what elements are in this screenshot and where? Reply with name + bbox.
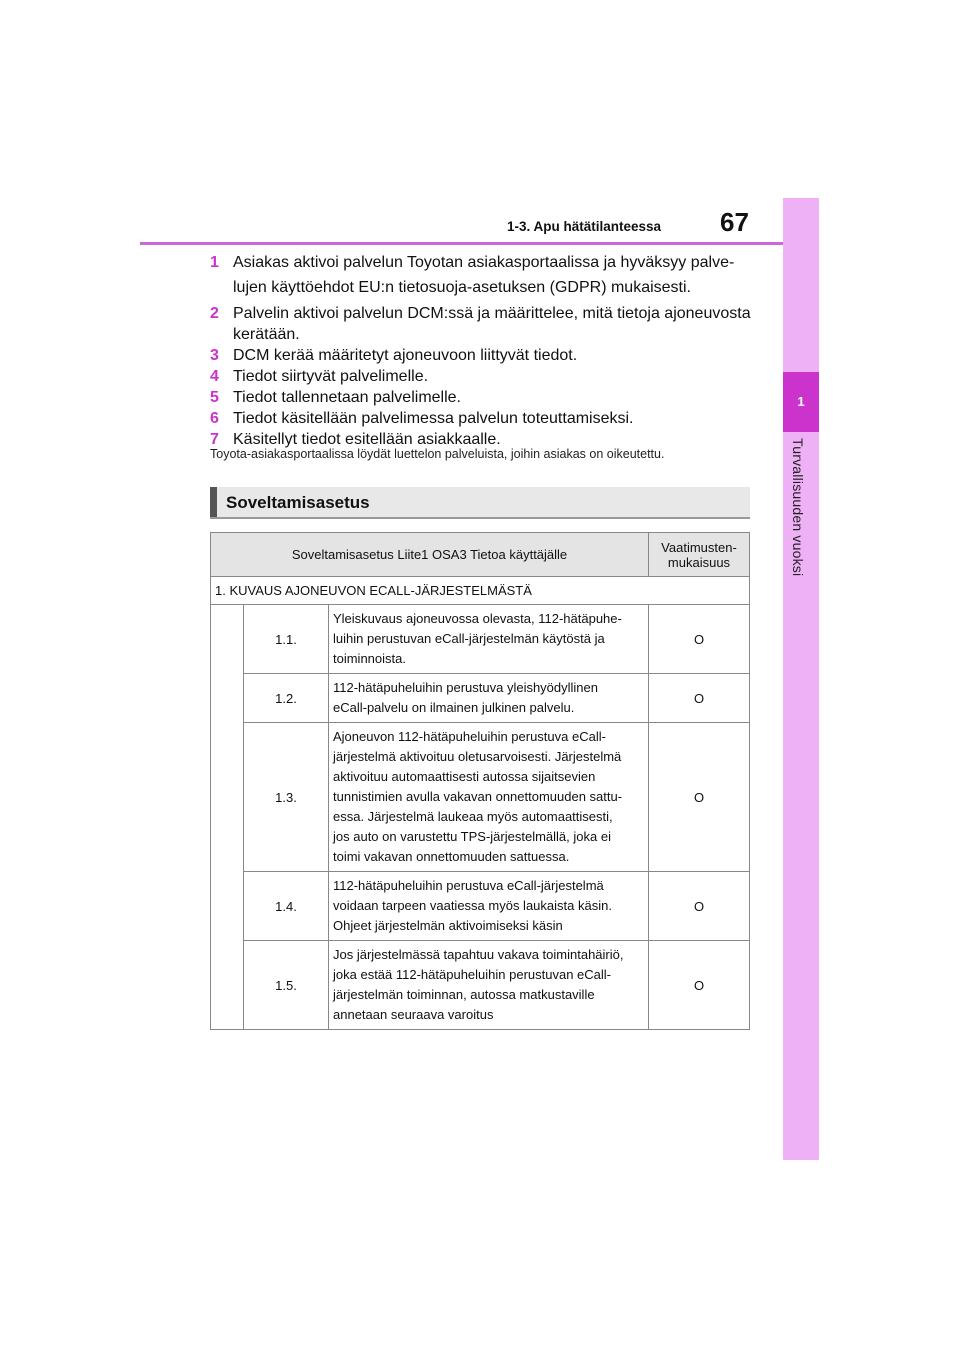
- step-1: [210, 252, 755, 298]
- step-2: [210, 303, 755, 345]
- step-text-line: lujen käyttöehdot EU:n tietosuoja-asetuksen (GDPR) mukaisesti.: [233, 279, 691, 296]
- step-number: 3: [210, 347, 219, 364]
- row-number: 1.1.: [244, 605, 329, 674]
- row-description-line: Ohjeet järjestelmän aktivoimiseksi käsin: [333, 918, 563, 933]
- table-row: [211, 674, 750, 723]
- step-text-line: DCM kerää määritetyt ajoneuvoon liittyvät tiedot.: [233, 347, 578, 364]
- row-description-line: voidaan tarpeen vaatiessa myös laukaista käsin.: [333, 898, 612, 913]
- row-compliance: O: [649, 872, 750, 941]
- chapter-side-tab: [783, 198, 819, 1160]
- table-header-compliance: [649, 533, 750, 577]
- step-5: [210, 387, 755, 408]
- row-number: 1.4.: [244, 872, 329, 941]
- row-description-line: annetaan seuraava varoitus: [333, 1007, 494, 1022]
- row-description-line: toiminnoista.: [333, 651, 406, 666]
- row-compliance: O: [649, 605, 750, 674]
- step-text-line: Asiakas aktivoi palvelun Toyotan asiakasportaalissa ja hyväksyy palve-: [233, 254, 735, 271]
- section-heading-text: Soveltamisasetus: [226, 493, 370, 512]
- row-number: 1.3.: [244, 723, 329, 872]
- table-section-title: 1. KUVAUS AJONEUVON ECALL-JÄRJESTELMÄSTÄ: [211, 577, 750, 605]
- procedure-steps: [210, 252, 755, 450]
- row-description: [329, 723, 649, 872]
- step-number: 2: [210, 305, 219, 322]
- row-description-line: 112-hätäpuheluihin perustuva yleishyödyllinen: [333, 680, 598, 695]
- row-description-line: eCall-palvelu on ilmainen julkinen palvelu.: [333, 700, 575, 715]
- step-text-line: Tiedot siirtyvät palvelimelle.: [233, 368, 429, 385]
- row-description-line: Ajoneuvon 112-hätäpuheluihin perustuva eCall-: [333, 729, 606, 744]
- chapter-title: Turvallisuuden vuoksi: [790, 438, 806, 577]
- row-description-line: joka estää 112-hätäpuheluihin perustuvan eCall-: [333, 967, 612, 982]
- row-compliance: O: [649, 723, 750, 872]
- row-description: [329, 872, 649, 941]
- compliance-header-line: mukaisuus: [667, 554, 731, 570]
- table-row: [211, 723, 750, 872]
- step-text-line: Tiedot tallennetaan palvelimelle.: [233, 389, 461, 406]
- table-row: [211, 605, 750, 674]
- row-description-line: tunnistimien avulla vakavan onnettomuuden sattu-: [333, 789, 623, 804]
- step-number: 5: [210, 389, 219, 406]
- step-text-line: Tiedot käsitellään palvelimessa palvelun toteuttamiseksi.: [233, 410, 634, 427]
- step-text-line: Käsitellyt tiedot esitellään asiakkaalle.: [233, 431, 501, 448]
- page-number: 67: [720, 207, 749, 237]
- step-number: 7: [210, 431, 219, 448]
- step-text-line: Palvelin aktivoi palvelun DCM:ssä ja määrittelee, mitä tietoja ajoneuvosta: [233, 305, 751, 322]
- regulation-table: [210, 532, 750, 1030]
- table-indent-cell: [211, 605, 244, 1030]
- step-number: 6: [210, 410, 219, 427]
- portal-note: Toyota-asiakasportaalissa löydät luettelon palveluista, joihin asiakas on oikeutettu.: [210, 447, 665, 461]
- chapter-number: 1: [797, 394, 805, 409]
- table-row: [211, 872, 750, 941]
- step-number: 4: [210, 368, 219, 385]
- row-number: 1.5.: [244, 941, 329, 1030]
- row-description-line: jos auto on varustettu TPS-järjestelmällä, joka ei: [333, 829, 611, 844]
- row-compliance: O: [649, 674, 750, 723]
- table-row: [211, 941, 750, 1030]
- row-compliance: O: [649, 941, 750, 1030]
- step-3: [210, 345, 755, 366]
- row-description: [329, 674, 649, 723]
- section-title: 1-3. Apu hätätilanteessa: [507, 219, 662, 234]
- row-description-line: järjestelmän toiminnan, autossa matkustaville: [333, 987, 595, 1002]
- row-description-line: 112-hätäpuheluihin perustuva eCall-järjestelmä: [333, 878, 604, 893]
- row-description-line: Yleiskuvaus ajoneuvossa olevasta, 112-hätäpuhe-: [333, 611, 622, 626]
- step-text-line: kerätään.: [233, 326, 300, 343]
- header-rule: [140, 242, 783, 245]
- row-description-line: toimi vakavan onnettomuuden sattuessa.: [333, 849, 570, 864]
- step-number: 1: [210, 254, 219, 271]
- step-6: [210, 408, 755, 429]
- row-description: [329, 605, 649, 674]
- section-heading: [210, 487, 750, 519]
- heading-accent-bar: [210, 487, 217, 517]
- row-description-line: järjestelmä aktivoituu oletusarvoisesti. Järjestelmä: [333, 749, 622, 764]
- row-description-line: aktivoituu automaattisesti autossa sijaitsevien: [333, 769, 596, 784]
- table-header-label: Soveltamisasetus Liite1 OSA3 Tietoa käyttäjälle: [211, 533, 649, 577]
- compliance-header-line: Vaatimusten-: [661, 539, 737, 555]
- row-description-line: luihin perustuvan eCall-järjestelmän käytöstä ja: [333, 631, 605, 646]
- row-description-line: Jos järjestelmässä tapahtuu vakava toimintahäiriö,: [333, 947, 624, 962]
- row-description: [329, 941, 649, 1030]
- table-header-row: [211, 533, 750, 577]
- row-description-line: essa. Järjestelmä laukeaa myös automaattisesti,: [333, 809, 613, 824]
- row-number: 1.2.: [244, 674, 329, 723]
- step-4: [210, 366, 755, 387]
- table-section-row: [211, 577, 750, 605]
